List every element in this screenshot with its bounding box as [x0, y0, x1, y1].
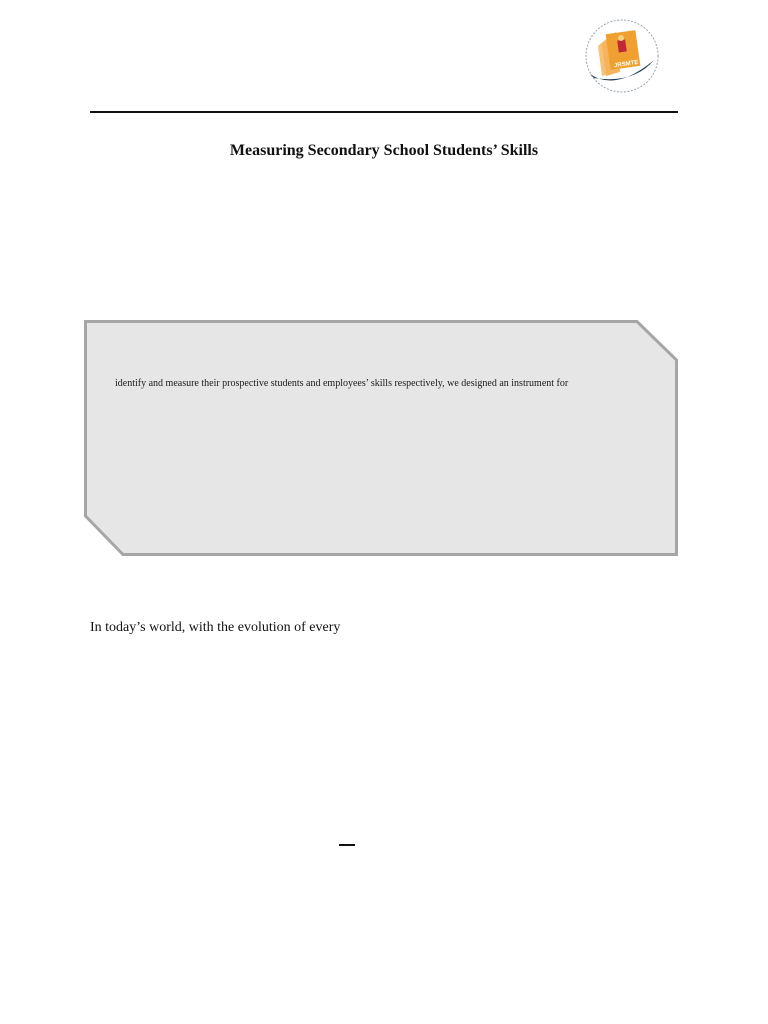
journal-logo — [576, 16, 668, 96]
header-rule — [90, 111, 678, 113]
intro-paragraph: In today’s world, with the evolution of every — [90, 620, 341, 635]
logo-label: JRSMTE — [613, 59, 639, 70]
em-dash — [339, 844, 355, 846]
abstract-box — [84, 320, 678, 556]
journal-logo-icon — [576, 16, 668, 96]
paper-title: Measuring Secondary School Students’ Skills — [229, 142, 539, 159]
snipped-corner-shape — [84, 320, 678, 556]
abstract-text: identify and measure their prospective students and employees’ skills respectively, we designed an instrument for — [115, 378, 569, 389]
